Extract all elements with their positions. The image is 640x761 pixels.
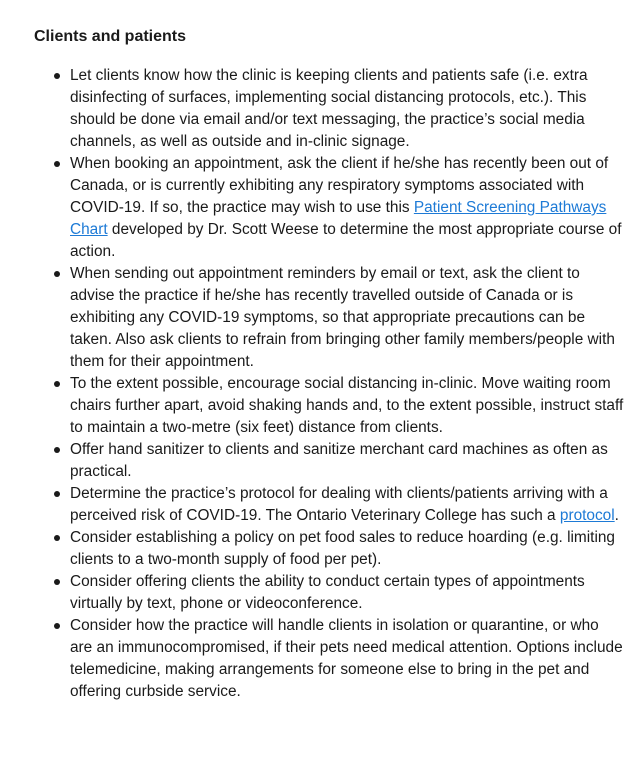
list-item-text: . xyxy=(614,507,619,524)
list-item-text: developed by Dr. Scott Weese to determine the most appropriate course of action. xyxy=(70,221,622,260)
list-item xyxy=(34,263,624,373)
bullet-icon xyxy=(54,73,60,79)
bullet-icon xyxy=(54,271,60,277)
list-item xyxy=(34,615,624,703)
list-item-text: Consider how the practice will handle clients in isolation or quarantine, or who are an immunocompromised, if their pets need medical attention. Options include telemedicine, making arrangements for someone else to bring in the pet and offering curbside service. xyxy=(70,617,623,700)
list-item-text: Offer hand sanitizer to clients and sanitize merchant card machines as often as practical. xyxy=(70,441,608,480)
list-item-text: To the extent possible, encourage social distancing in-clinic. Move waiting room chairs further apart, avoid shaking hands and, to the extent possible, instruct staff to maintain a two-metre (six feet) distance from clients. xyxy=(70,375,624,436)
list-item xyxy=(34,439,624,483)
list-item xyxy=(34,483,624,527)
list-item-text: Determine the practice’s protocol for dealing with clients/patients arriving with a perceived risk of COVID-19. The Ontario Veterinary College has such a xyxy=(70,485,608,524)
list-item-text: Consider offering clients the ability to conduct certain types of appointments virtually by text, phone or videoconference. xyxy=(70,573,585,612)
bullet-icon xyxy=(54,623,60,629)
bullet-icon xyxy=(54,579,60,585)
list-item-text: When booking an appointment, ask the client if he/she has recently been out of Canada, or is currently exhibiting any respiratory symptoms associated with COVID-19. If so, the practice may wish to use this xyxy=(70,155,609,216)
list-item xyxy=(34,373,624,439)
list-item-text: Let clients know how the clinic is keeping clients and patients safe (i.e. extra disinfecting of surfaces, implementing social distancing protocols, etc.). This should be done via email and/or text messaging, the practice’s social media channels, as well as outside and in-clinic signage. xyxy=(70,67,588,150)
bullet-icon xyxy=(54,447,60,453)
bullet-icon xyxy=(54,381,60,387)
list-item xyxy=(34,153,624,263)
list-item xyxy=(34,571,624,615)
list-item xyxy=(34,65,624,153)
bullet-icon xyxy=(54,535,60,541)
bullet-icon xyxy=(54,491,60,497)
protocol-link[interactable]: protocol xyxy=(559,507,615,524)
patient-screening-chart-link[interactable]: Patient Screening Pathways Chart xyxy=(70,199,607,238)
list-item xyxy=(34,527,624,571)
section-heading: Clients and patients xyxy=(34,28,187,45)
bullet-icon xyxy=(54,161,60,167)
list-item-text: When sending out appointment reminders by email or text, ask the client to advise the practice if he/she has recently travelled outside of Canada or is exhibiting any COVID-19 symptoms, so that appropriate precautions can be taken. Also ask clients to refrain from bringing other family members/people with them for their appointment. xyxy=(70,265,615,370)
guidelines-list xyxy=(34,65,624,703)
list-item-text: Consider establishing a policy on pet food sales to reduce hoarding (e.g. limiting clients to a two-month supply of food per pet). xyxy=(70,529,615,568)
